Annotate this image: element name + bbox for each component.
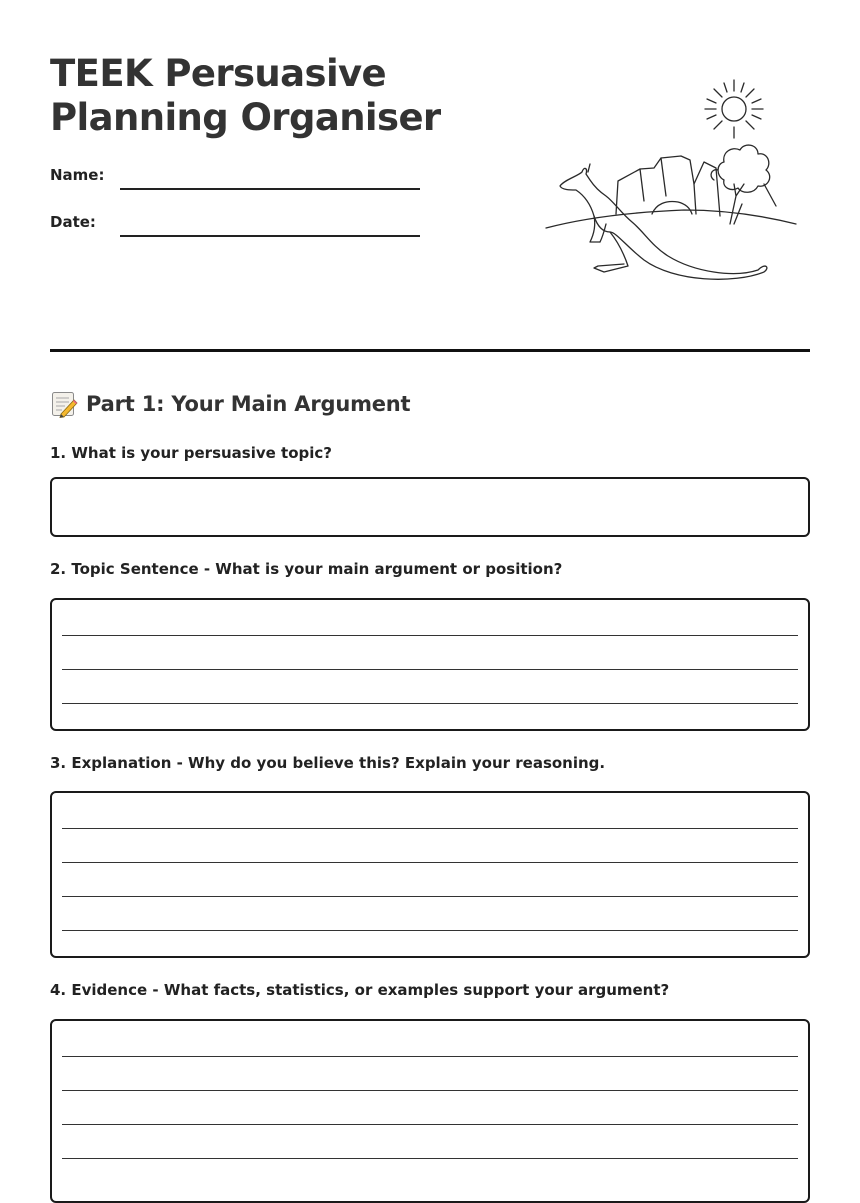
question-3-label: 3. Explanation - Why do you believe this? Explain your reasoning. bbox=[50, 754, 606, 772]
header-divider bbox=[50, 349, 810, 352]
writing-line bbox=[62, 1158, 798, 1159]
date-write-line[interactable] bbox=[120, 235, 420, 237]
writing-line bbox=[62, 828, 798, 829]
rock-formation-icon bbox=[616, 156, 720, 216]
name-label: Name: bbox=[50, 166, 105, 184]
question-4-answer-box[interactable] bbox=[50, 1019, 810, 1203]
memo-pencil-icon bbox=[50, 390, 78, 418]
writing-line bbox=[62, 862, 798, 863]
writing-line bbox=[62, 1056, 798, 1057]
question-4-label: 4. Evidence - What facts, statistics, or examples support your argument? bbox=[50, 981, 670, 999]
writing-line bbox=[62, 930, 798, 931]
ground-line bbox=[546, 210, 796, 228]
name-field bbox=[50, 160, 420, 190]
kangaroo-landscape-illustration bbox=[544, 76, 800, 286]
date-field bbox=[50, 207, 420, 237]
writing-line bbox=[62, 1090, 798, 1091]
writing-line bbox=[62, 1124, 798, 1125]
writing-line bbox=[62, 669, 798, 670]
question-1-label: 1. What is your persuasive topic? bbox=[50, 444, 332, 462]
writing-line bbox=[62, 703, 798, 704]
sun-icon bbox=[705, 80, 763, 138]
question-2-label: 2. Topic Sentence - What is your main argument or position? bbox=[50, 560, 563, 578]
question-2-answer-box[interactable] bbox=[50, 598, 810, 731]
worksheet-page bbox=[50, 0, 810, 1161]
date-label: Date: bbox=[50, 213, 96, 231]
question-1-answer-box[interactable] bbox=[50, 477, 810, 537]
worksheet-title: TEEK Persuasive Planning Organiser bbox=[50, 52, 441, 139]
name-write-line[interactable] bbox=[120, 188, 420, 190]
part1-heading-text: Part 1: Your Main Argument bbox=[86, 392, 411, 416]
writing-line bbox=[62, 635, 798, 636]
question-3-answer-box[interactable] bbox=[50, 791, 810, 958]
writing-line bbox=[62, 896, 798, 897]
part1-heading bbox=[50, 388, 410, 420]
